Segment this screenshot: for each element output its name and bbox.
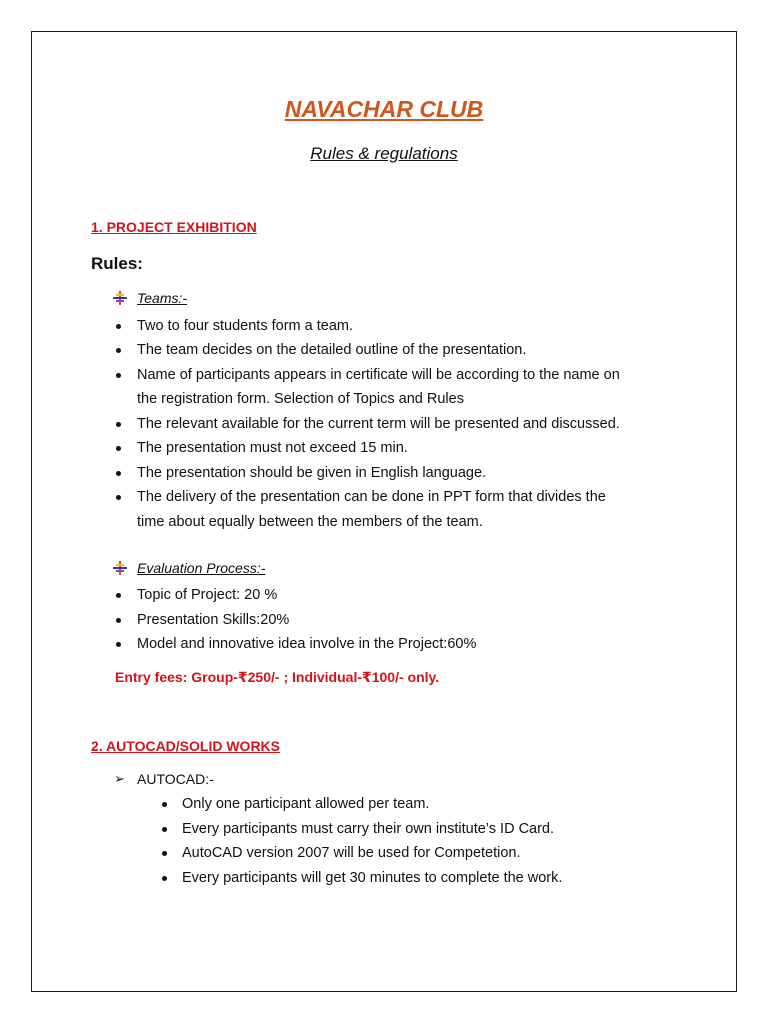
list-item: Only one participant allowed per team. bbox=[182, 796, 430, 812]
autocad-label: AUTOCAD:- bbox=[137, 771, 214, 787]
bullet-icon bbox=[116, 324, 121, 329]
bullet-icon bbox=[162, 827, 167, 832]
bullet-icon bbox=[162, 851, 167, 856]
list-item: The presentation must not exceed 15 min. bbox=[137, 440, 408, 456]
list-item: Every participants must carry their own institute’s ID Card. bbox=[182, 821, 555, 837]
entry-fees: Entry fees: Group-₹250/- ; Individual-₹100/- only. bbox=[115, 669, 440, 685]
arrow-icon: ➢ bbox=[114, 771, 125, 786]
list-item: Model and innovative idea involve in the Project:60% bbox=[137, 636, 477, 652]
list-item: The relevant available for the current term will be presented and discussed. bbox=[137, 416, 620, 432]
bullet-icon bbox=[116, 422, 121, 427]
list-item: Presentation Skills:20% bbox=[137, 612, 290, 628]
list-item-continued: the registration form. Selection of Topics and Rules bbox=[137, 391, 464, 407]
bullet-icon bbox=[116, 471, 121, 476]
bullet-icon bbox=[162, 802, 167, 807]
list-item: Name of participants appears in certificate will be according to the name on bbox=[137, 367, 620, 383]
teams-label: Teams:- bbox=[137, 290, 188, 306]
list-item: The team decides on the detailed outline of the presentation. bbox=[137, 342, 527, 358]
bullet-icon bbox=[116, 495, 121, 500]
page-title: NAVACHAR CLUB bbox=[284, 96, 484, 122]
section-heading-project-exhibition: 1. PROJECT EXHIBITION bbox=[91, 219, 257, 235]
crosshair-icon bbox=[113, 291, 127, 305]
bullet-icon bbox=[116, 373, 121, 378]
list-item: Two to four students form a team. bbox=[137, 318, 353, 334]
bullet-icon bbox=[162, 876, 167, 881]
bullet-icon bbox=[116, 446, 121, 451]
list-item-continued: time about equally between the members of the team. bbox=[137, 514, 483, 530]
page-subtitle: Rules & regulations bbox=[310, 144, 458, 163]
crosshair-icon bbox=[113, 561, 127, 575]
list-item: Every participants will get 30 minutes to complete the work. bbox=[182, 870, 563, 886]
list-item: Topic of Project: 20 % bbox=[137, 587, 278, 603]
section-heading-autocad: 2. AUTOCAD/SOLID WORKS bbox=[91, 738, 281, 754]
document-page bbox=[31, 31, 737, 992]
bullet-icon bbox=[116, 348, 121, 353]
list-item: The delivery of the presentation can be done in PPT form that divides the bbox=[137, 489, 606, 505]
bullet-icon bbox=[116, 593, 121, 598]
bullet-icon bbox=[116, 642, 121, 647]
bullet-icon bbox=[116, 618, 121, 623]
list-item: The presentation should be given in English language. bbox=[137, 465, 487, 481]
rules-heading: Rules: bbox=[91, 254, 143, 273]
evaluation-label: Evaluation Process:- bbox=[137, 560, 266, 576]
list-item: AutoCAD version 2007 will be used for Competetion. bbox=[182, 845, 521, 861]
